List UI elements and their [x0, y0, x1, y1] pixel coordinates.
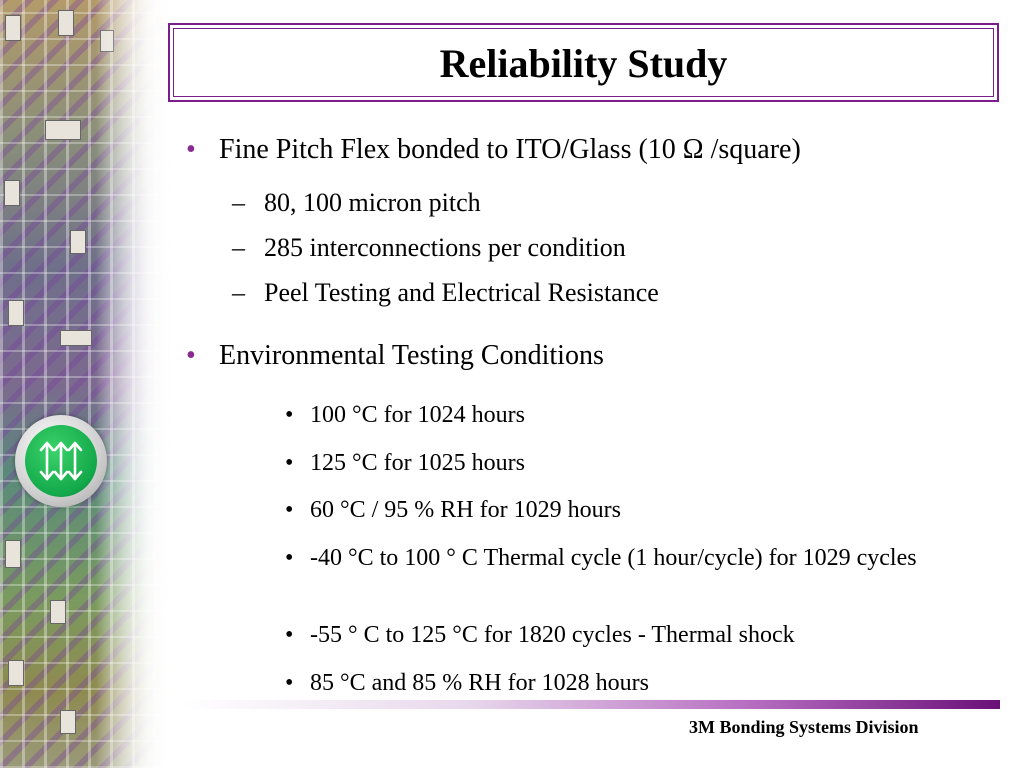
chip-graphic [8, 660, 24, 686]
chip-graphic [5, 540, 21, 568]
logo-badge [15, 415, 107, 507]
chip-graphic [58, 10, 74, 36]
bullet-marker: • [186, 134, 196, 165]
bullet-marker: • [285, 670, 294, 696]
bullet-marker: • [186, 340, 196, 371]
fade-overlay [95, 0, 175, 768]
dash-marker: – [232, 278, 245, 307]
chip-graphic [60, 710, 76, 734]
chip-graphic [45, 120, 81, 140]
triple-arrow-icon [25, 425, 97, 497]
condition-text: 60 °C / 95 % RH for 1029 hours [310, 497, 621, 523]
slide-title: Reliability Study [439, 41, 728, 86]
bullet-marker: • [285, 450, 294, 476]
bullet-text: Fine Pitch Flex bonded to ITO/Glass (10 Ω /square) [219, 134, 801, 165]
condition-text: 100 °C for 1024 hours [310, 402, 525, 428]
sub-bullet-text: 80, 100 micron pitch [264, 188, 481, 217]
condition-text: 125 °C for 1025 hours [310, 450, 525, 476]
dash-marker: – [232, 233, 245, 262]
logo-inner [25, 425, 97, 497]
bullet-marker: • [285, 545, 294, 571]
bullet-marker: • [285, 402, 294, 428]
condition-text: 85 °C and 85 % RH for 1028 hours [310, 670, 649, 696]
chip-graphic [4, 180, 20, 206]
chip-graphic [60, 330, 92, 346]
condition-text: -40 °C to 100 ° C Thermal cycle (1 hour/cycle) for 1029 cycles [310, 545, 917, 571]
chip-graphic [70, 230, 86, 254]
footer-divider [180, 700, 1000, 709]
sub-bullet-text: Peel Testing and Electrical Resistance [264, 278, 659, 307]
bullet-marker: • [285, 497, 294, 523]
footer-label: 3M Bonding Systems Division [689, 717, 919, 737]
circuit-board-decoration [0, 0, 175, 768]
chip-graphic [5, 15, 21, 41]
chip-graphic [8, 300, 24, 326]
bullet-text: Environmental Testing Conditions [219, 340, 604, 371]
sub-bullet-text: 285 interconnections per condition [264, 233, 626, 262]
bullet-marker: • [285, 622, 294, 648]
condition-text: -55 ° C to 125 °C for 1820 cycles - Thermal shock [310, 622, 795, 648]
dash-marker: – [232, 188, 245, 217]
chip-graphic [50, 600, 66, 624]
title-box [168, 23, 999, 102]
